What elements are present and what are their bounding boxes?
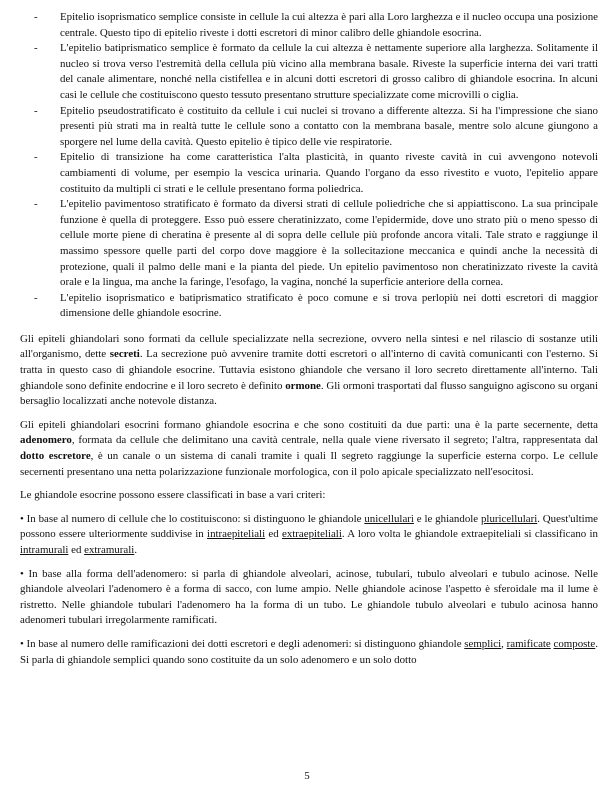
list-dash: - xyxy=(34,198,38,211)
underlined-term: extramurali xyxy=(84,544,135,556)
text-run: ed xyxy=(68,544,85,556)
bold-term: ormone xyxy=(285,379,321,392)
bold-term: secreti xyxy=(109,348,140,361)
underlined-term: ramificate xyxy=(506,637,551,650)
text-run: . Si parla di ghiandole semplici quando sono costituite da un solo adenomero e un solo dotto xyxy=(20,637,598,666)
paragraph-glandular-epithelia xyxy=(20,332,598,410)
list-item-text: Epitelio di transizione ha come caratteristica l'alta plasticità, in quanto riveste cavità in cui avvengono notevoli cambiamenti di volume, per esempio la vescica urinaria. Quando l'organo da esso rivestito e vuoto, l'epitelio appare costituito da multipli ci strati e le cellule presentano forma poliedrica. xyxy=(60,151,598,195)
document-page xyxy=(20,10,598,668)
text-run: . Quest'ultime possono essere ulteriormente suddivise in xyxy=(20,512,599,541)
paragraph-exocrine-epithelia xyxy=(20,418,598,480)
text-run: . A loro volta le ghiandole extraepiteliali si classificano in xyxy=(341,528,598,541)
list-dash: - xyxy=(34,42,38,55)
bold-term: dotto escretore xyxy=(20,450,91,463)
underlined-term: composte xyxy=(553,637,596,650)
text-run: . La secrezione può avvenire tramite dotti escretori o all'interno di cavità comunicanti con l'esterno. Si tratta in questo caso di ghiandole esocrine. Tuttavia esistono ghiandole che versano il loro secreto direttamente all'interno. Tali ghiandole sono definite endocrine e il loro secreto è definito xyxy=(20,348,598,392)
underlined-term: extraepiteliali xyxy=(281,528,342,541)
list-item-text: L'epitelio batiprismatico semplice è formato da cellule la cui altezza è nettamente superiore alla larghezza. Solitamente il nucleo si trova verso l'estremità della cellula più vicino alla membrana basale. Riveste la superficie interna dei vari tratti del canale alimentare, nonché nella cistifellea e in alcuni dotti escretori di grosso calibro di ghiandole esocrina. In alcuni casi le cellule che costituiscono questo tessuto presentano strutture specializzate come microvilli o ciglia. xyxy=(60,42,598,101)
list-item-text: Epitelio pseudostratificato è costituito da cellule i cui nuclei si trovano a differente altezza. Si ha l'impressione che siano presenti più strati ma in realtà tutte le cellule sono a contatto con la membrana basale, mentre solo alcune giungono a sporgere nel lume della cavità. Questo epitelio è tipico delle vie respiratorie. xyxy=(60,104,598,148)
paragraph-classification-intro: Le ghiandole esocrine possono essere classificati in base a vari criteri: xyxy=(20,489,326,502)
underlined-term: pluricellulari xyxy=(480,512,538,525)
underlined-term: intramurali xyxy=(20,544,69,556)
list-dash: - xyxy=(34,11,38,23)
list-item xyxy=(20,41,598,103)
list-item-text: L'epitelio pavimentoso stratificato è formato da diversi strati di cellule poliedriche che si appiattiscono. La sua principale funzione è quella di proteggere. Esso può essere cheratinizzato, come l'epidermide, dove uno strato più o meno spesso di cellule morte piene di cheratina è presente al di sopra delle cellule più profonde ancora vitali. Tale strato e raggiunge il massimo spessore quelle parti del corpo dove maggiore è la sollecitazione meccanica e quindi anche la necessità di protezione, quali il palmo delle mani e la pianta del piede. Un epitelio pavimentoso non cheratinizzato riveste la cavità orale e la lingua, ma anche la faringe, l'esofago, la vagina, nonché la superficie anteriore della cornea. xyxy=(60,198,598,289)
list-dash: - xyxy=(34,291,38,304)
text-run: • In base al numero delle ramificazioni dei dotti escretori e degli adenomeri: si distinguono ghiandole xyxy=(20,637,465,650)
paragraph-criterion-cell-count xyxy=(20,512,598,559)
text-run: , è un canale o un sistema di canali tramite i quali Il segreto raggiunge la superficie esterna corpo. Le cellule secernenti presentano una netta polarizzazione funzionale morfologica, con il polo apicale specializzato nell'esocitosi. xyxy=(20,450,598,478)
bold-term: adenomero xyxy=(20,434,72,447)
underlined-term: intraepiteliali xyxy=(207,528,266,541)
list-item xyxy=(20,197,598,291)
underlined-term: semplici xyxy=(464,637,502,650)
list-item xyxy=(20,104,598,151)
list-item xyxy=(20,10,598,41)
text-run: , formata da cellule che delimitano una cavità centrale, nella quale viene riversato il segreto; l'altra, rappresentata dal xyxy=(71,434,598,447)
text-run: e le ghiandole xyxy=(413,512,481,525)
text-run: Gli epiteli ghiandolari esocrini formano ghiandole esocrina e che sono costituiti da due parti: una è la parte secernente, detta xyxy=(20,418,598,431)
text-run: . Gli ormoni trasportati dal flusso sanguigno agiscono su organi bersaglio localizzati anche notevole distanza. xyxy=(20,379,599,408)
paragraph-criterion-branching xyxy=(20,637,598,668)
list-item-text: Epitelio isoprismatico semplice consiste in cellule la cui altezza è pari alla Loro larghezza e il nucleo occupa una posizione centrale. Questo tipo di epitelio riveste i dotti escretori di minor calibro delle ghiandole esocrina. xyxy=(60,11,598,39)
page-number: 5 xyxy=(304,770,310,782)
list-dash: - xyxy=(34,151,38,164)
list-dash: - xyxy=(34,104,38,117)
list-item xyxy=(20,150,598,197)
underlined-term: unicellulari xyxy=(364,512,414,525)
list-item-text: L'epitelio isoprismatico e batiprismatico stratificato è poco comune e si trova perlopiù nei dotti escretori di maggior dimensione delle ghiandole esocrine. xyxy=(60,291,598,320)
text-run: . xyxy=(134,544,138,556)
text-run: , xyxy=(501,637,507,650)
list-item xyxy=(20,291,598,322)
text-run: Gli epiteli ghiandolari sono formati da cellule specializzate nella secrezione, ovvero nella sintesi e nel rilascio di sostanze utili all'organismo, dette xyxy=(20,332,598,361)
paragraph-criterion-adenomer-shape: • In base alla forma dell'adenomero: si parla di ghiandole alveolari, acinose, tubulari, tubulo alveolari e tubulo acinose. Nelle ghiandole alveolari l'adenomero è a forma di sacco, con lume ampio. Nelle ghiandole acinose l'aspetto è sferoidale ma il lume è ristretto. Nelle ghiandole tubulari l'adenomero ha la forma di un tubo. Le ghiandole tubulo alveolari e tubulo acinosa hanno adenomeri tubulari irregolarmente ramificati. xyxy=(20,567,598,627)
text-run: • In base al numero di cellule che lo costituiscono: si distinguono le ghiandole xyxy=(20,512,365,525)
text-run: ed xyxy=(265,528,282,541)
